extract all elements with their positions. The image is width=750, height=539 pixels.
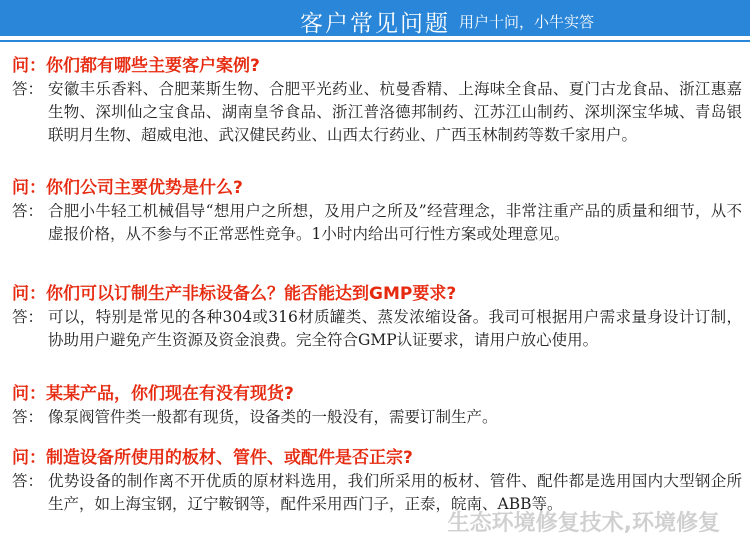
faq-question <box>12 283 742 305</box>
question-text: 你们可以订制生产非标设备么？能否能达到GMP要求? <box>46 284 457 304</box>
answer-text: 安徽丰乐香料、合肥莱斯生物、合肥平光药业、杭曼香精、上海味全食品、夏门古龙食品、浙江惠嘉生物、深圳仙之宝食品、湖南皇爷食品、浙江普洛德邦制药、江苏江山制药、深圳深宝华城、青岛银联明月生物、超威电池、武汉健民药业、山西太行药业、广西玉林制药等数千家用户。 <box>48 80 742 144</box>
faq-item-1 <box>12 55 742 147</box>
answer-label: 答： <box>12 202 44 220</box>
faq-question <box>12 383 742 405</box>
faq-answer <box>12 78 742 147</box>
question-label: 问： <box>12 384 46 404</box>
faq-item-4 <box>12 383 742 429</box>
answer-label: 答： <box>12 80 44 98</box>
faq-answer <box>12 200 742 246</box>
answer-text: 可以，特别是常见的各种304或316材质罐类、蒸发浓缩设备。我司可根据用户需求量身设计订制，协助用户避免产生资源及资金浪费。完全符合GMP认证要求，请用户放心使用。 <box>48 308 742 349</box>
question-text: 你们都有哪些主要客户案例? <box>46 56 260 76</box>
faq-question <box>12 447 742 469</box>
answer-text: 像泵阀管件类一般都有现货，设备类的一般没有，需要订制生产。 <box>48 408 498 426</box>
question-text: 你们公司主要优势是什么? <box>46 178 243 198</box>
faq-item-2 <box>12 177 742 246</box>
faq-item-3 <box>12 283 742 352</box>
answer-label: 答： <box>12 408 44 426</box>
faq-answer <box>12 306 742 352</box>
question-label: 问： <box>12 56 46 76</box>
question-text: 制造设备所使用的板材、管件、或配件是否正宗? <box>46 448 413 468</box>
faq-question <box>12 55 742 77</box>
answer-text: 优势设备的制作离不开优质的原材料选用，我们所采用的板材、管件、配件都是选用国内大型钢企所生产，如上海宝钢，辽宁鞍钢等，配件采用西门子，正泰，皖南、ABB等。 <box>48 472 742 513</box>
question-label: 问： <box>12 178 46 198</box>
header-divider <box>0 40 750 42</box>
question-label: 问： <box>12 448 46 468</box>
faq-question <box>12 177 742 199</box>
answer-text: 合肥小牛轻工机械倡导“想用户之所想，及用户之所及”经营理念，非常注重产品的质量和细节，从不虚报价格，从不参与不正常恶性竞争。1小时内给出可行性方案或处理意见。 <box>48 202 742 243</box>
header-banner <box>0 0 750 36</box>
answer-label: 答： <box>12 308 44 326</box>
page-title: 客户常见问题 <box>300 11 450 37</box>
question-text: 某某产品，你们现在有没有现货? <box>46 384 294 404</box>
question-label: 问： <box>12 284 46 304</box>
faq-answer <box>12 406 742 429</box>
watermark: 生态环境修复技术,环境修复 <box>447 511 720 536</box>
answer-label: 答： <box>12 472 44 490</box>
page-subtitle: 用户十问，小牛实答 <box>458 13 594 31</box>
